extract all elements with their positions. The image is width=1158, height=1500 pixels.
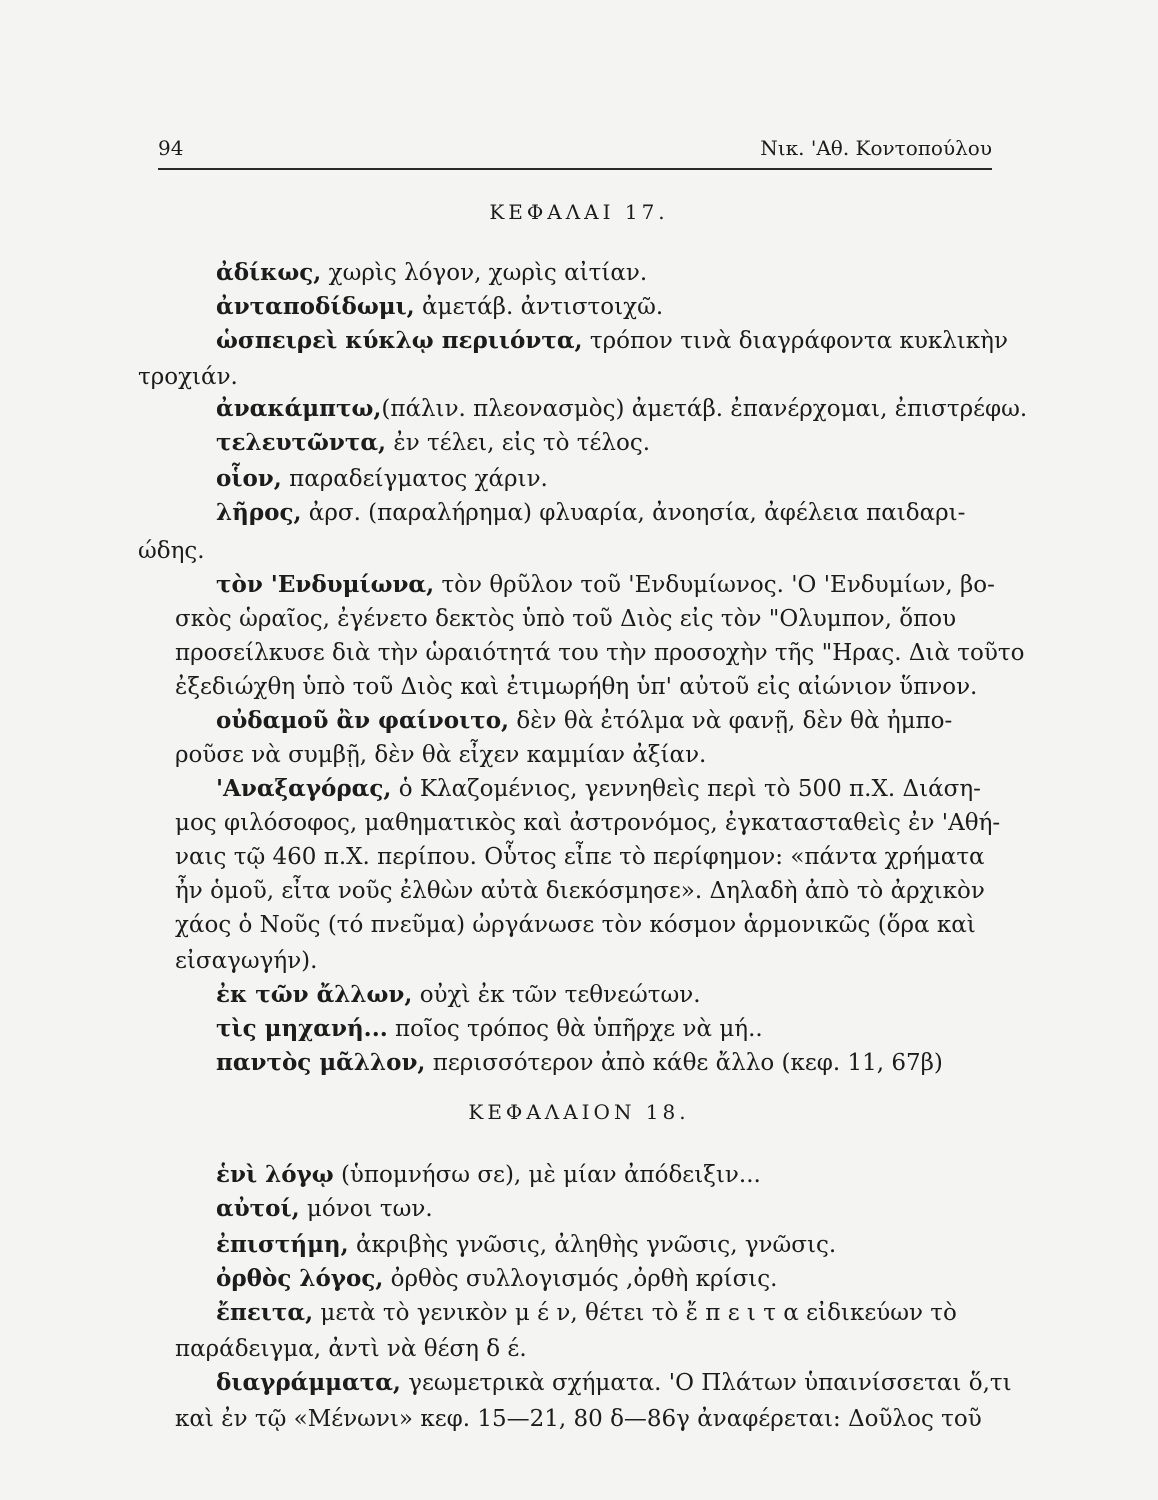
entry-definition: προσείλκυσε διὰ τὴν ὡραιότητά του τὴν προσοχὴν τῆς "Ηρας. Διὰ τοῦτο (175, 640, 1025, 666)
running-title: Νικ. 'Αθ. Κοντοπούλου (760, 136, 992, 160)
entry-definition: τὸν θρῦλον τοῦ 'Ενδυμίωνος. 'Ο 'Ενδυμίων, βο- (434, 572, 995, 598)
entry-term: διαγράμματα, (216, 1369, 401, 1396)
entry-definition: ὀρθὸς συλλογισμός ,ὀρθὴ κρίσις. (383, 1266, 778, 1292)
entry-definition: ώδης. (138, 538, 205, 564)
entry-term: 'Αναξαγόρας, (216, 775, 392, 802)
glossary-entry (216, 774, 1036, 804)
glossary-entry (216, 980, 1036, 1010)
entry-term: αὐτοί, (216, 1195, 300, 1222)
entry-definition: ναις τῷ 460 π.Χ. περίπου. Οὗτος εἶπε τὸ περίφημον: «πάντα χρήματα (175, 844, 985, 870)
entry-definition: τρόπον τινὰ διαγράφοντα κυκλικὴν (582, 328, 1008, 354)
glossary-entry (216, 326, 1036, 356)
entry-definition: μετὰ τὸ γενικὸν μ έ ν, θέτει τὸ ἔ π ε ι τ α εἰδικεύων τὸ (313, 1300, 957, 1326)
chapter-heading-17: ΚΕΦΑΛΑΙ 17. (489, 200, 669, 224)
entry-definition: ἐξεδιώχθη ὑπὸ τοῦ Διὸς καὶ ἐτιμωρήθη ὑπ' αὐτοῦ εἰς αἰώνιον ὕπνον. (175, 674, 978, 700)
entry-definition: ἦν ὁμοῦ, εἶτα νοῦς ἐλθὼν αὐτὰ διεκόσμησε». Δηλαδὴ ἀπὸ τὸ ἀρχικὸν (175, 878, 985, 904)
glossary-line (175, 740, 995, 770)
glossary-line (138, 536, 958, 566)
entry-term: ἔπειτα, (216, 1299, 314, 1326)
entry-definition: ἀμετάβ. ἀντιστοιχῶ. (414, 294, 664, 320)
glossary-entry (216, 706, 1036, 736)
glossary-line (175, 808, 1001, 838)
chapter-heading-18: ΚΕΦΑΛΑΙΟΝ 18. (468, 1100, 690, 1124)
entry-definition: ποῖος τρόπος θὰ ὑπῆρχε νὰ μή.. (387, 1016, 763, 1042)
entry-term: τελευτῶντα, (216, 429, 387, 456)
entry-definition: (ὑπομνήσω σε), μὲ μίαν ἀπόδειξιν... (333, 1162, 761, 1188)
entry-definition: μόνοι των. (299, 1196, 433, 1222)
entry-definition: ἐν τέλει, εἰς τὸ τέλος. (386, 430, 651, 456)
entry-term: τὸν 'Ενδυμίωνα, (216, 571, 435, 598)
entry-definition: σκὸς ὡραῖος, ἐγένετο δεκτὸς ὑπὸ τοῦ Διὸς εἰς τὸν "Ολυμπον, ὅπου (175, 606, 957, 632)
page-header (158, 128, 992, 170)
entry-term: ὡσπειρεὶ κύκλῳ περιιόντα, (216, 327, 583, 354)
glossary-entry (216, 498, 1036, 528)
entry-term: ἑνὶ λόγῳ (216, 1161, 334, 1188)
entry-term: ἀνακάμπτω, (216, 395, 382, 422)
entry-definition: δὲν θὰ ἐτόλμα νὰ φανῇ, δὲν θὰ ἠμπο- (509, 708, 953, 734)
glossary-line (175, 604, 995, 634)
page-number: 94 (158, 136, 184, 160)
entry-term: λῆρος, (216, 499, 302, 526)
glossary-entry (216, 570, 1036, 600)
entry-definition: χάος ὁ Νοῦς (τό πνεῦμα) ὠργάνωσε τὸν κόσμον ἁρμονικῶς (ὅρα καὶ (175, 912, 976, 938)
glossary-entry (216, 1160, 1036, 1190)
entry-term: ἀνταποδίδωμι, (216, 293, 415, 320)
entry-definition: παραδείγματος χάριν. (281, 466, 548, 492)
glossary-line (175, 638, 1025, 668)
glossary-line (175, 910, 995, 940)
glossary-entry (216, 258, 1036, 288)
entry-term: τὶς μηχανή... (216, 1015, 388, 1042)
entry-definition: ὁ Κλαζομένιος, γεννηθεὶς περὶ τὸ 500 π.Χ. Διάση- (391, 776, 981, 802)
entry-definition: ἀρσ. (παραλήρημα) φλυαρία, ἀνοησία, ἀφέλεια παιδαρι- (301, 500, 966, 526)
glossary-entry (216, 394, 1036, 424)
glossary-entry (216, 1194, 1036, 1224)
glossary-line (175, 672, 995, 702)
entry-definition: εἰσαγωγήν). (175, 948, 318, 974)
entry-definition: μος φιλόσοφος, μαθηματικὸς καὶ ἀστρονόμος, ἐγκατασταθεὶς ἐν 'Αθή- (175, 810, 1001, 836)
entry-definition: ροῦσε νὰ συμβῇ, δὲν θὰ εἶχεν καμμίαν ἀξίαν. (175, 742, 707, 768)
glossary-line (138, 362, 958, 392)
entry-definition: τροχιάν. (138, 364, 238, 390)
glossary-entry (216, 1014, 1036, 1044)
glossary-entry (216, 428, 1036, 458)
glossary-entry (216, 1048, 1036, 1078)
entry-definition: (πάλιν. πλεονασμὸς) ἀμετάβ. ἐπανέρχομαι, ἐπιστρέφω. (381, 396, 1028, 422)
entry-term: ἀδίκως, (216, 259, 322, 286)
entry-definition: παράδειγμα, ἀντὶ νὰ θέση δ έ. (175, 1336, 527, 1362)
entry-definition: γεωμετρικὰ σχήματα. 'Ο Πλάτων ὑπαινίσσεται ὅ,τι (400, 1370, 1012, 1396)
glossary-entry (216, 1264, 1036, 1294)
entry-definition: καὶ ἐν τῷ «Μένωνι» κεφ. 15—21, 80 δ—86γ ἀναφέρεται: Δοῦλος τοῦ (175, 1406, 982, 1432)
glossary-line (175, 1334, 995, 1364)
entry-definition: περισσότερον ἀπὸ κάθε ἄλλο (κεφ. 11, 67β) (425, 1050, 943, 1076)
glossary-entry (216, 1298, 1036, 1328)
glossary-entry (216, 464, 1036, 494)
glossary-line (175, 876, 995, 906)
entry-term: ὀρθὸς λόγος, (216, 1265, 384, 1292)
entry-definition: οὐχὶ ἐκ τῶν τεθνεώτων. (412, 982, 701, 1008)
entry-term: ἐκ τῶν ἄλλων, (216, 981, 413, 1008)
entry-term: οὐδαμοῦ ἂν φαίνοιτο, (216, 707, 510, 734)
glossary-line (175, 946, 995, 976)
glossary-entry (216, 292, 1036, 322)
entry-term: οἷον, (216, 465, 282, 492)
glossary-entry (216, 1368, 1036, 1398)
entry-definition: ἀκριβὴς γνῶσις, ἀληθὴς γνῶσις, γνῶσις. (348, 1232, 837, 1258)
entry-definition: χωρὶς λόγον, χωρὶς αἰτίαν. (321, 260, 648, 286)
glossary-line (175, 1404, 995, 1434)
entry-term: ἐπιστήμη, (216, 1231, 349, 1258)
entry-term: παντὸς μᾶλλον, (216, 1049, 426, 1076)
glossary-entry (216, 1230, 1036, 1260)
glossary-line (175, 842, 995, 872)
